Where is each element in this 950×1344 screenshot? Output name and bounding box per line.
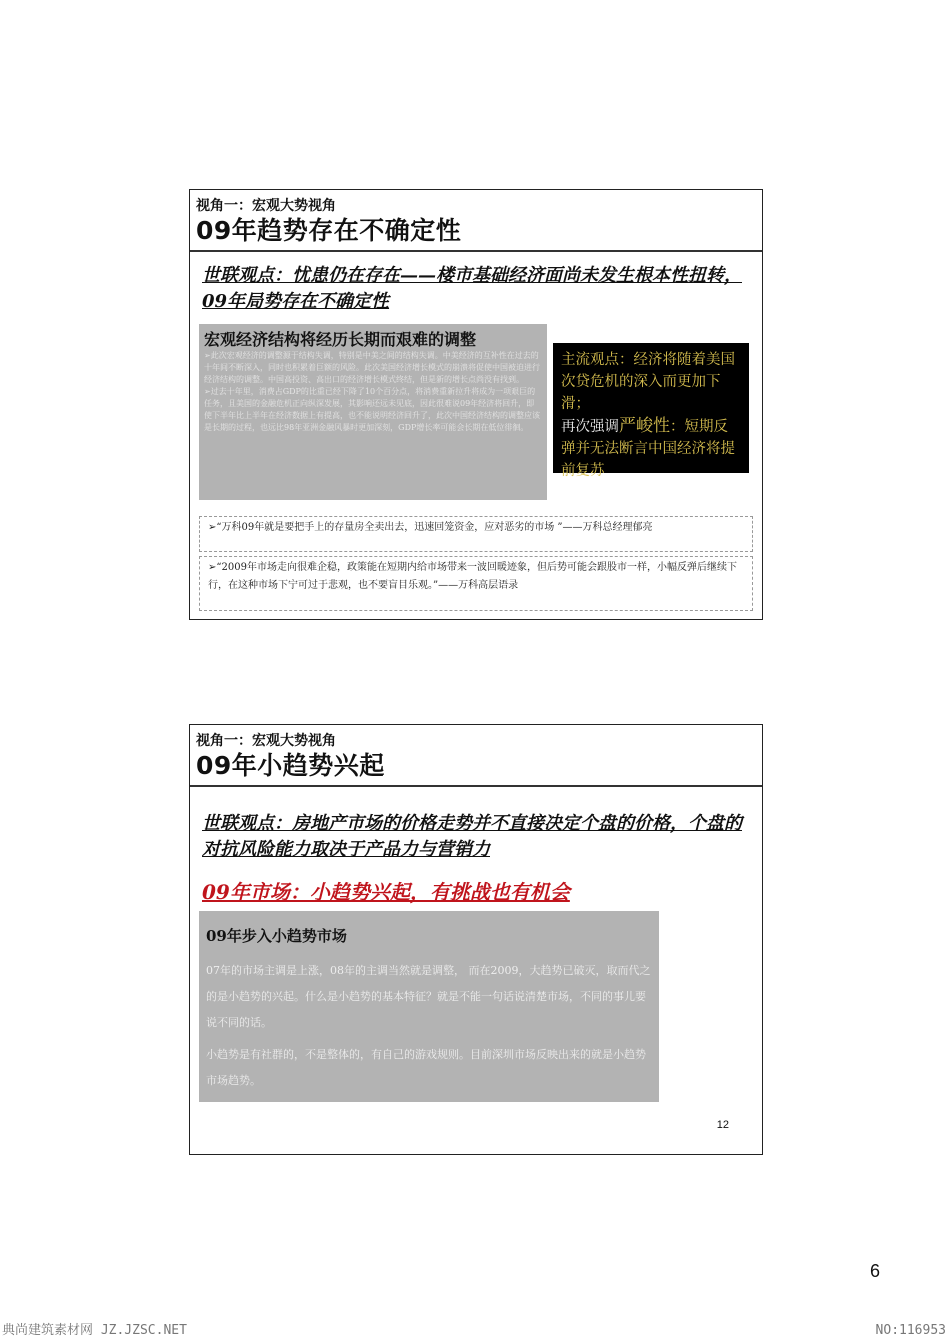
mainstream-view-emphasis-line	[561, 415, 741, 482]
page-number: 6	[870, 1261, 881, 1281]
gray-box-heading: 09年步入小趋势市场	[206, 927, 347, 945]
market-headline: 09年市场：小趋势兴起，有挑战也有机会	[202, 880, 570, 904]
quote-box: ➢“万科09年就是要把手上的存量房全卖出去，迅速回笼资金，应对恶劣的市场 ”——万科总经理郁亮	[199, 516, 753, 552]
gray-box-heading: 宏观经济结构将经历长期而艰难的调整	[204, 330, 477, 349]
title-divider	[190, 785, 762, 787]
slide-1	[189, 189, 763, 620]
gray-box-paragraph: ➢过去十年里，消费占GDP的比重已经下降了10个百分点，将消费重新拉升将成为一项艰巨的任务，且美国的金融危机正向纵深发展，其影响还远未见底，因此很难说09年经济将回升，即使下半年比上半年在经济数据上有提高，也不能说明经济回升了，此次中国经济结构的调整应该是长期的过程，也远比98年亚洲金融风暴时更加深刻，GDP增长率可能会长期在低位徘徊。	[204, 387, 540, 432]
gray-box-paragraph: ➢此次宏观经济的调整源于结构失调，特别是中美之间的结构失调。中美经济的互补性在过去的十年间不断深入，同时也积累着巨额的风险。此次美国经济增长模式的崩溃将促使中国被迫进行经济结构的调整。中国高投资、高出口的经济增长模式终结，但是新的增长点尚没有找到。	[204, 351, 540, 384]
emphasis-rest: ：短期反弹并无法断言中国经济将提前复苏	[561, 419, 735, 479]
footer-id: NO:116953	[875, 1323, 946, 1338]
slide-kicker: 视角一：宏观大势视角	[196, 198, 336, 214]
slide-2	[189, 724, 763, 1155]
emphasis-word: 严峻性	[619, 416, 670, 436]
slide-kicker: 视角一：宏观大势视角	[196, 733, 336, 749]
macro-gray-box	[199, 324, 547, 500]
emphasis-prefix: 再次强调	[561, 419, 619, 435]
slide-title: 09年趋势存在不确定性	[196, 216, 462, 245]
slide-title: 09年小趋势兴起	[196, 751, 385, 780]
viewpoint-text: 世联观点：忧患仍在存在——楼市基础经济面尚未发生根本性扭转，09年局势存在不确定性	[202, 265, 742, 312]
quote-box: ➢“2009年市场走向很难企稳，政策能在短期内给市场带来一波回暖迹象，但后势可能会跟股市一样，小幅反弹后继续下行，在这种市场下宁可过于悲观，也不要盲目乐观。”——万科高层语录	[199, 556, 753, 611]
title-divider	[190, 250, 762, 252]
mainstream-view-line: 主流观点：经济将随着美国次贷危机的深入而更加下滑；	[561, 352, 735, 412]
mainstream-view-box	[553, 343, 749, 479]
footer-watermark: 典尚建筑素材网 JZ.JZSC.NET	[2, 1323, 187, 1338]
slide-number: 12	[716, 1119, 729, 1131]
small-trend-gray-box	[199, 911, 659, 1102]
gray-box-paragraph: 07年的市场主调是上涨，08年的主调当然就是调整， 而在2009，大趋势已破灭，取而代之的是小趋势的兴起。什么是小趋势的基本特征？就是不能一句话说清楚市场，不同的事儿要说不同的话。	[206, 964, 651, 1029]
viewpoint-text: 世联观点：房地产市场的价格走势并不直接决定个盘的价格，个盘的对抗风险能力取决于产品力与营销力	[202, 813, 742, 860]
gray-box-paragraph: 小趋势是有社群的，不是整体的，有自己的游戏规则。目前深圳市场反映出来的就是小趋势市场趋势。	[206, 1048, 646, 1087]
